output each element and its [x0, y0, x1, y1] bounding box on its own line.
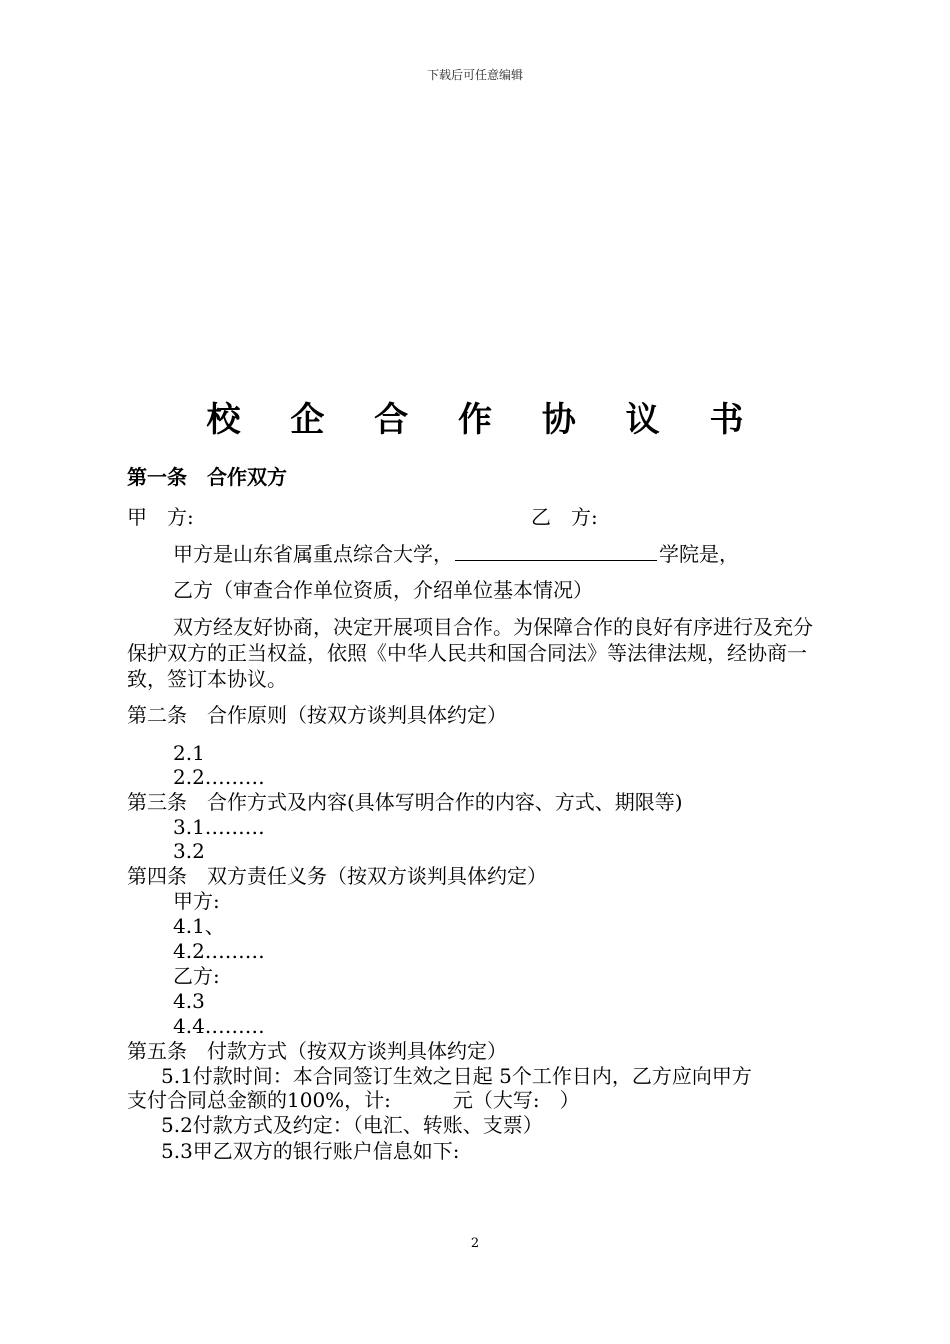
header-note: 下载后可任意编辑: [426, 68, 523, 82]
article3-item: 3.2: [173, 839, 205, 863]
page-number: 2: [470, 1236, 480, 1251]
article1-body: 双方经友好协商，决定开展项目合作。为保障合作的良好有序进行及充分保护双方的正当权益，依照《中华人民共和国合同法》等法律法规，经协商一致，签订本协议。: [127, 615, 813, 691]
article2-item: 2.1: [173, 741, 205, 765]
amount-in-words: 元（大写: ）: [452, 1088, 580, 1112]
article4-party-a: 甲方:: [173, 889, 220, 913]
document-title: 校 企 合 作 协 议 书: [206, 400, 763, 440]
article2-heading: 第二条 合作原则（按双方谈判具体约定）: [127, 703, 507, 727]
article5-item3: 5.3甲乙双方的银行账户信息如下:: [161, 1139, 460, 1163]
article4-heading: 第四条 双方责任义务（按双方谈判具体约定）: [127, 864, 547, 888]
article4-party-b: 乙方:: [173, 964, 220, 988]
article4-item: 4.4………: [173, 1014, 265, 1038]
article2-item: 2.2………: [173, 765, 265, 789]
intro-party-a: [173, 540, 739, 567]
article3-item: 3.1………: [173, 815, 265, 839]
article5-item1-line2: [127, 1087, 580, 1113]
article4-item: 4.1、: [173, 914, 225, 938]
article5-item1-line1: 5.1付款时间：本合同签订生效之日起 5个工作日内，乙方应向甲方: [161, 1064, 752, 1088]
total-amount-label: 支付合同总金额的100%，计:: [127, 1088, 391, 1112]
party-b-label: 乙 方:: [531, 505, 598, 529]
intro-party-b: 乙方（审查合作单位资质，介绍单位基本情况）: [173, 578, 593, 602]
party-a-label: 甲 方:: [127, 505, 194, 529]
article5-item2: 5.2付款方式及约定：（电汇、转账、支票）: [161, 1113, 543, 1137]
article5-heading: 第五条 付款方式（按双方谈判具体约定）: [127, 1039, 507, 1063]
article4-item: 4.3: [173, 989, 205, 1013]
article4-item: 4.2………: [173, 939, 265, 963]
article1-heading: 第一条 合作双方: [127, 465, 287, 489]
intro-a-after: 学院是，: [659, 542, 739, 566]
college-blank: [455, 540, 657, 561]
article3-heading: 第三条 合作方式及内容(具体写明合作的内容、方式、期限等): [127, 790, 683, 814]
intro-a-before: 甲方是山东省属重点综合大学，: [173, 542, 453, 566]
